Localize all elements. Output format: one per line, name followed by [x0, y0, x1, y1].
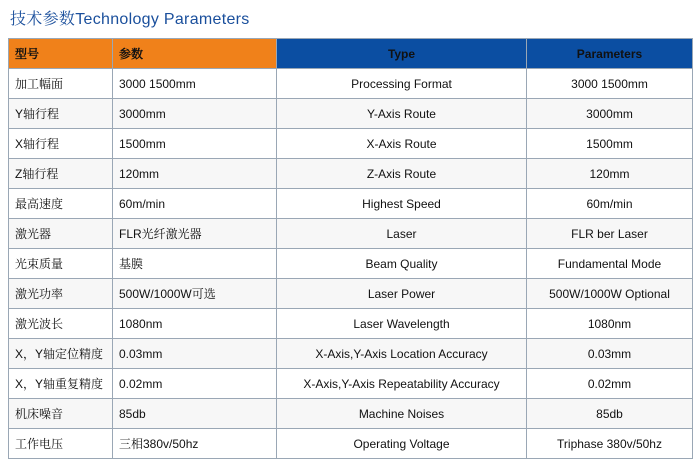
cell-cn-value: FLR光纤激光器	[113, 219, 277, 249]
cell-cn-label: 加工幅面	[9, 69, 113, 99]
table-row	[9, 339, 693, 369]
cell-en-value: Fundamental Mode	[527, 249, 693, 279]
cell-en-value: 3000 1500mm	[527, 69, 693, 99]
cell-cn-value: 60m/min	[113, 189, 277, 219]
cell-cn-label: 激光器	[9, 219, 113, 249]
cell-en-label: Y-Axis Route	[277, 99, 527, 129]
cell-cn-value: 0.02mm	[113, 369, 277, 399]
cell-en-value: 85db	[527, 399, 693, 429]
table-row	[9, 429, 693, 459]
cell-en-label: Beam Quality	[277, 249, 527, 279]
cell-en-value: 1500mm	[527, 129, 693, 159]
cell-en-label: Processing Format	[277, 69, 527, 99]
cell-cn-label: X轴行程	[9, 129, 113, 159]
technology-parameters-table	[8, 38, 693, 459]
cell-en-value: FLR ber Laser	[527, 219, 693, 249]
cell-en-value: 60m/min	[527, 189, 693, 219]
cell-en-label: X-Axis,Y-Axis Location Accuracy	[277, 339, 527, 369]
cell-en-value: 0.03mm	[527, 339, 693, 369]
cell-en-value: 3000mm	[527, 99, 693, 129]
cell-cn-value: 三相380v/50hz	[113, 429, 277, 459]
cell-cn-value: 120mm	[113, 159, 277, 189]
cell-en-label: Laser Wavelength	[277, 309, 527, 339]
cell-en-value: 500W/1000W Optional	[527, 279, 693, 309]
cell-cn-label: Z轴行程	[9, 159, 113, 189]
cell-cn-value: 基膜	[113, 249, 277, 279]
table-row	[9, 399, 693, 429]
table-row	[9, 249, 693, 279]
column-header-model: 型号	[9, 39, 113, 69]
table-body	[9, 69, 693, 459]
cell-cn-label: 激光功率	[9, 279, 113, 309]
table-row	[9, 129, 693, 159]
cell-cn-value: 0.03mm	[113, 339, 277, 369]
cell-cn-label: X，Y轴定位精度	[9, 339, 113, 369]
cell-cn-value: 3000mm	[113, 99, 277, 129]
cell-en-label: Highest Speed	[277, 189, 527, 219]
cell-en-value: 120mm	[527, 159, 693, 189]
cell-en-label: Laser	[277, 219, 527, 249]
cell-cn-value: 1500mm	[113, 129, 277, 159]
table-header-row	[9, 39, 693, 69]
table-row	[9, 369, 693, 399]
table-row	[9, 219, 693, 249]
table-row	[9, 279, 693, 309]
cell-en-label: X-Axis,Y-Axis Repeatability Accuracy	[277, 369, 527, 399]
cell-cn-label: X，Y轴重复精度	[9, 369, 113, 399]
cell-cn-value: 3000 1500mm	[113, 69, 277, 99]
cell-en-value: 0.02mm	[527, 369, 693, 399]
cell-cn-label: 工作电压	[9, 429, 113, 459]
column-header-param: 参数	[113, 39, 277, 69]
cell-en-label: Operating Voltage	[277, 429, 527, 459]
cell-en-label: Machine Noises	[277, 399, 527, 429]
page-title: 技术参数Technology Parameters	[10, 11, 250, 28]
cell-cn-value: 85db	[113, 399, 277, 429]
table-row	[9, 159, 693, 189]
cell-cn-label: Y轴行程	[9, 99, 113, 129]
cell-cn-label: 机床噪音	[9, 399, 113, 429]
cell-cn-value: 1080nm	[113, 309, 277, 339]
table-row	[9, 309, 693, 339]
cell-en-value: 1080nm	[527, 309, 693, 339]
table-row	[9, 99, 693, 129]
cell-en-label: X-Axis Route	[277, 129, 527, 159]
column-header-type: Type	[277, 39, 527, 69]
cell-cn-label: 最高速度	[9, 189, 113, 219]
cell-cn-value: 500W/1000W可选	[113, 279, 277, 309]
cell-cn-label: 激光波长	[9, 309, 113, 339]
column-header-parameters: Parameters	[527, 39, 693, 69]
table-row	[9, 189, 693, 219]
cell-cn-label: 光束质量	[9, 249, 113, 279]
table-row	[9, 69, 693, 99]
cell-en-label: Laser Power	[277, 279, 527, 309]
cell-en-label: Z-Axis Route	[277, 159, 527, 189]
table-header	[9, 39, 693, 69]
cell-en-value: Triphase 380v/50hz	[527, 429, 693, 459]
